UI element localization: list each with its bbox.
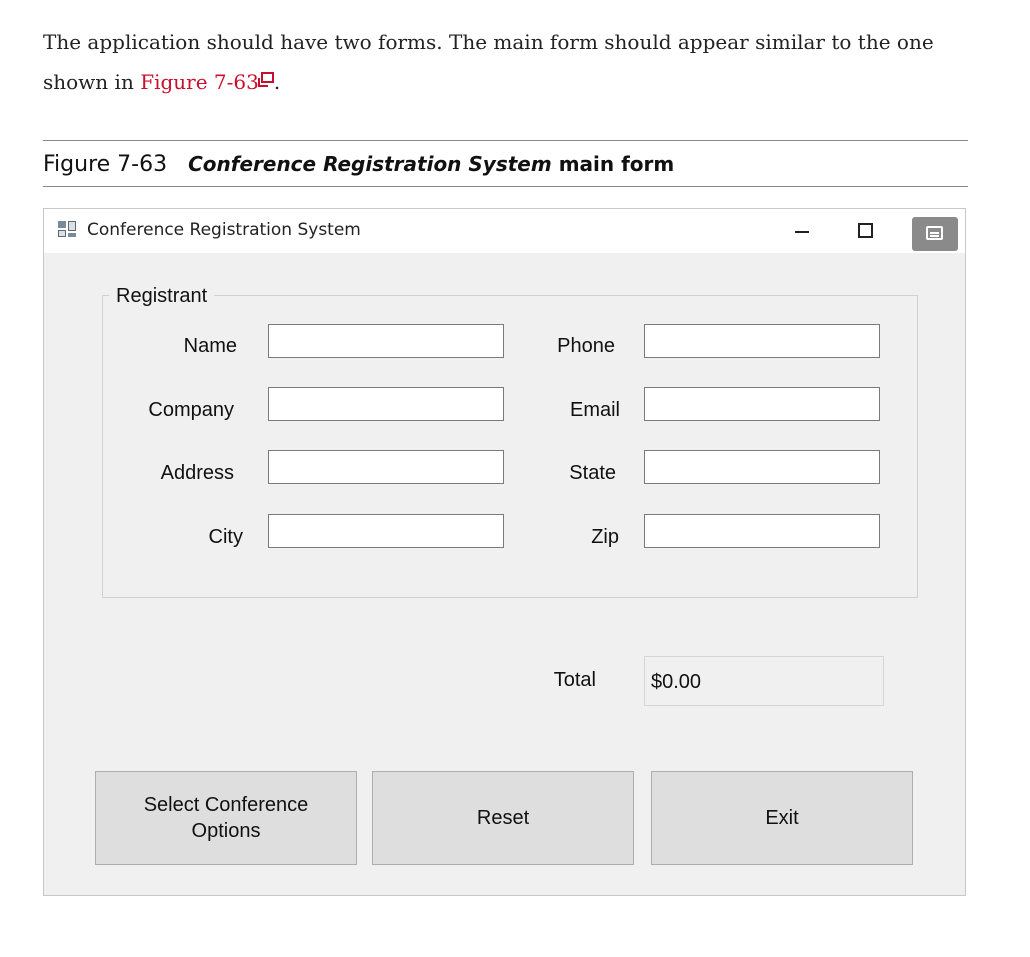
name-label: Name — [183, 335, 237, 357]
total-label: Total — [553, 669, 596, 691]
reset-button[interactable]: Reset — [372, 771, 634, 865]
total-value: $0.00 — [644, 656, 884, 706]
email-field[interactable] — [644, 387, 880, 421]
zip-field[interactable] — [644, 514, 880, 548]
company-label: Company — [148, 399, 234, 421]
external-link-icon[interactable] — [261, 72, 274, 83]
intro-paragraph — [43, 22, 983, 102]
exit-button[interactable]: Exit — [651, 771, 913, 865]
minimize-icon[interactable] — [793, 219, 813, 243]
intro-text-end: . — [273, 70, 281, 94]
title-bar — [44, 209, 965, 253]
zip-label: Zip — [591, 526, 619, 548]
phone-label: Phone — [557, 335, 615, 357]
caption-bottom-rule — [43, 186, 968, 187]
select-conference-options-button[interactable]: Select Conference Options — [95, 771, 357, 865]
figure-link[interactable]: Figure 7-63 — [140, 70, 259, 94]
figure-caption — [43, 152, 674, 177]
figure-title-italic: Conference Registration System — [188, 152, 552, 176]
caption-top-rule — [43, 140, 968, 141]
state-field[interactable] — [644, 450, 880, 484]
state-label: State — [569, 462, 616, 484]
form-app-icon — [58, 221, 76, 237]
figure-title-rest: main form — [558, 152, 675, 176]
city-label: City — [208, 526, 243, 548]
window-title: Conference Registration System — [87, 220, 361, 240]
phone-field[interactable] — [644, 324, 880, 358]
intro-text: The application should have two forms. The main form should appear similar to the one shown in — [43, 30, 934, 94]
maximize-icon[interactable] — [856, 221, 874, 241]
address-label: Address — [160, 462, 234, 484]
comment-icon[interactable] — [912, 217, 958, 251]
email-label: Email — [569, 399, 620, 421]
app-window — [43, 208, 966, 896]
registrant-group-label: Registrant — [109, 285, 214, 308]
figure-number: Figure 7-63 — [43, 152, 168, 177]
